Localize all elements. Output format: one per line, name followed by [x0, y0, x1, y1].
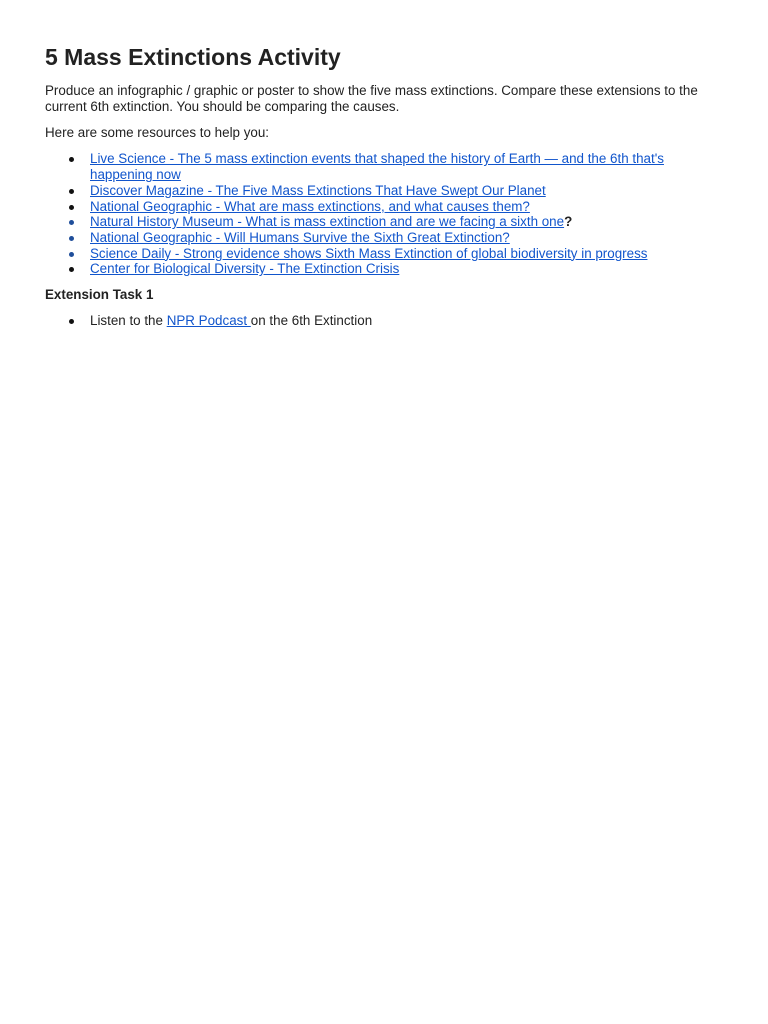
intro-paragraph: Produce an infographic / graphic or poster to show the five mass extinctions. Compare these extensions to the current 6th extinction. You should be comparing the causes.: [45, 83, 698, 115]
page-title: 5 Mass Extinctions Activity: [45, 44, 341, 70]
resource-link-live-science[interactable]: Live Science - The 5 mass extinction events that shaped the history of Earth — and the 6th that's happening now: [90, 151, 664, 183]
bullet-icon: [69, 236, 74, 241]
bullet-icon: [69, 220, 74, 225]
list-item: [45, 214, 723, 230]
extension-heading: Extension Task 1: [45, 287, 154, 303]
bullet-icon: [69, 157, 74, 162]
list-item: [45, 151, 723, 182]
extension-item-prefix: Listen to the: [90, 313, 167, 329]
bullet-icon: [69, 319, 74, 324]
resource-link-natgeo-humans-survive[interactable]: National Geographic - Will Humans Survive the Sixth Great Extinction?: [90, 229, 510, 245]
resource-link-biological-diversity[interactable]: Center for Biological Diversity - The Extinction Crisis: [90, 261, 400, 277]
resources-list: [45, 151, 723, 277]
list-item: [45, 230, 723, 246]
list-item: [45, 313, 723, 329]
npr-podcast-link[interactable]: NPR Podcast: [166, 313, 251, 329]
list-item: [45, 199, 723, 215]
list-item: [45, 261, 723, 277]
list-item: [45, 183, 723, 199]
resource-link-discover-magazine[interactable]: Discover Magazine - The Five Mass Extinctions That Have Swept Our Planet: [90, 182, 546, 198]
extension-item-suffix: on the 6th Extinction: [250, 313, 373, 329]
resource-link-science-daily[interactable]: Science Daily - Strong evidence shows Sixth Mass Extinction of global biodiversity in progress: [90, 245, 648, 261]
bullet-icon: [69, 189, 74, 194]
list-item: [45, 246, 723, 262]
resource-link-natural-history-museum[interactable]: Natural History Museum - What is mass extinction and are we facing a sixth one: [90, 214, 565, 230]
bullet-icon: [69, 252, 74, 257]
resource-link-natgeo-what-are[interactable]: National Geographic - What are mass extinctions, and what causes them?: [90, 198, 530, 214]
bullet-icon: [69, 205, 74, 210]
bullet-icon: [69, 267, 74, 272]
extension-list: [45, 313, 723, 329]
question-mark: ?: [564, 214, 573, 230]
resources-intro: Here are some resources to help you:: [45, 125, 270, 141]
